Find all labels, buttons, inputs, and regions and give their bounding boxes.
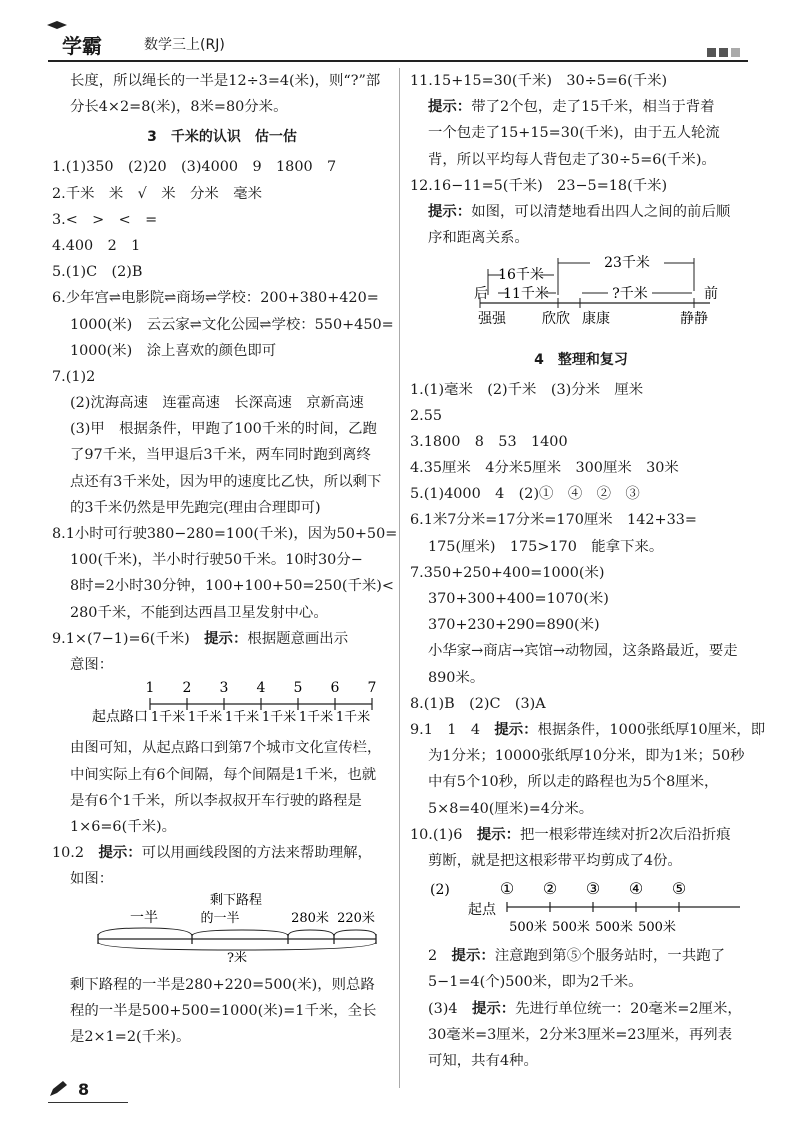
q9-main: 9.1×(7−1)=6(千米) (52, 630, 205, 647)
q9-number: 4 (256, 680, 266, 697)
answer-r5: 5.(1)4000 4 (2)① ④ ② ③ (410, 486, 640, 503)
answer-r10-cont: 剪断，就是把这根彩带平均剪成了4份。 (428, 852, 682, 869)
q12-name: 欣欣 (542, 311, 570, 328)
answer-q9-cont: 是有6个1千米，所以李叔叔开车行驶的路程是 (70, 792, 362, 809)
header-squares (704, 42, 740, 61)
answer-q8: 8.1小时可行驶380−280=100(千米)，因为50+50= (52, 526, 398, 542)
q12-top-label: 23千米 (604, 255, 650, 272)
footer-rule (48, 1102, 128, 1103)
page-header (48, 26, 748, 62)
column-divider (399, 68, 400, 1088)
answer-r10-p3 (410, 996, 752, 1022)
r10-circle: ⑤ (671, 879, 687, 899)
answer-q10-cont: 剩下路程的一半是280+220=500(米)，则总路 (70, 976, 375, 993)
q12-name: 康康 (582, 311, 610, 328)
answer-q9-cont: 意图： (70, 656, 114, 673)
answer-q9-cont: 由图可知，从起点路口到第7个城市文化宣传栏， (70, 740, 382, 757)
answer-r9-cont: 中有5个10秒，所以走的路程也为5个8厘米， (428, 774, 719, 791)
r10-diagram (410, 874, 750, 934)
section-3-title: 3 千米的认识 估一估 (147, 129, 297, 146)
r10-start-label: 起点 (468, 902, 496, 919)
answer-q9-cont: 中间实际上有6个间隔，每个间隔是1千米，也就 (70, 766, 377, 783)
hint-label: 提示： (451, 948, 495, 965)
answer-q9 (52, 626, 392, 652)
q9-diagram (52, 678, 392, 726)
pencil-icon (48, 1080, 70, 1098)
hint-text: 如图，可以清楚地看出四人之间的前后顺 (471, 203, 731, 220)
q9-number: 6 (330, 680, 340, 697)
answer-r6-cont: 175(厘米) 175>170 能拿下来。 (428, 538, 664, 555)
answer-q10-cont: 是2×1=2(千米)。 (70, 1029, 191, 1046)
section-4-title: 4 整理和复习 (534, 351, 628, 368)
q9-hint-text: 根据题意画出示 (247, 630, 349, 647)
hint-text: 把一根彩带连续对折2次后沿折痕 (520, 826, 731, 843)
r10-circle: ④ (628, 879, 644, 899)
q9-number: 5 (293, 680, 303, 697)
r10-seg-label: 500米 (552, 920, 590, 935)
q12-name: 静静 (680, 311, 708, 328)
hint-label: 提示： (494, 721, 538, 738)
q10-remain-label: 剩下路程 (209, 893, 263, 909)
answer-q8-cont: 100(千米)，半小时行驶50千米。10时30分− (70, 552, 363, 569)
answer-q11: 11.15+15=30(千米) 30÷5=6(千米) (410, 73, 668, 89)
hint-text: 根据条件，1000张纸厚10厘米，即 (537, 721, 766, 738)
hint-label: 提示： (428, 203, 472, 220)
hint-label: 提示： (476, 826, 521, 843)
q12-seg-label: 11千米 (503, 286, 549, 303)
q12-unknown-label: ?千米 (612, 286, 648, 303)
answer-r3: 3.1800 8 53 1400 (410, 433, 568, 450)
header-rule (48, 60, 748, 62)
answer-q5: 5.(1)C (2)B (52, 264, 143, 281)
answer-r7: 7.350+250+400=1000(米) (410, 564, 605, 581)
r10-circle: ③ (585, 879, 601, 899)
intro-line: 长度，所以绳长的一半是12÷3=4(米)，则“?”部 (70, 73, 381, 89)
r10-circle: ② (542, 879, 558, 899)
hint-text: 先进行单位统一：20毫米=2厘米， (515, 1000, 742, 1017)
r10-seg-label: 500米 (595, 920, 633, 935)
answer-r6: 6.1米7分米=17分米=170厘米 142+33= (410, 512, 697, 529)
answer-q7-cont: (2)沈海高速 连霍高速 长深高速 京新高速 (70, 395, 364, 412)
q9-number: 7 (367, 680, 377, 697)
answer-q12-hint (410, 199, 752, 225)
q10-remain-half-label: 的一半 (200, 911, 240, 927)
answer-r10-p2 (410, 943, 752, 969)
subject-label: 数学三上(RJ) (144, 37, 225, 53)
answer-r10-cont: 30毫米=3厘米，2分米3厘米=23厘米，再列表 (428, 1026, 733, 1043)
page-number: 8 (78, 1080, 90, 1099)
r10-p3-main: (3)4 (428, 1000, 472, 1017)
answer-q7-cont: (3)甲 根据条件，甲跑了100千米的时间，乙跑 (70, 421, 377, 438)
q9-number: 3 (219, 680, 229, 697)
r10-p2-main: 2 (428, 948, 452, 965)
q9-seg-label: 1千米 (261, 710, 297, 726)
q10-half-label: 一半 (130, 910, 158, 927)
hint-label: 提示： (428, 99, 472, 116)
q12-diagram (410, 251, 750, 333)
answer-r7-cont: 370+300+400=1070(米) (428, 591, 609, 608)
answer-q4: 4.400 2 1 (52, 237, 141, 254)
answer-q8-cont: 280千米，不能到达西昌卫星发射中心。 (70, 604, 328, 621)
answer-r9 (410, 717, 766, 743)
answer-r8: 8.(1)B (2)C (3)A (410, 695, 546, 712)
grad-cap-icon (46, 20, 68, 30)
right-column (410, 68, 766, 1074)
q10-hint-text: 可以用画线段图的方法来帮助理解， (141, 845, 372, 862)
hint-label: 提示： (471, 1000, 516, 1017)
answer-q6-cont: 1000(米) 涂上喜欢的颜色即可 (70, 342, 277, 359)
answer-q10-cont: 程的一半是500+500=1000(米)=1千米，全长 (70, 1002, 377, 1019)
answer-q2: 2.千米 米 √ 米 分米 毫米 (52, 185, 262, 202)
answer-r7-cont: 小华家→商店→宾馆→动物园，这条路最近，要走 (428, 643, 738, 660)
answer-r10 (410, 822, 752, 848)
answer-r9-cont: 5×8=40(厘米)=4分米。 (428, 800, 594, 817)
answer-q11-cont: 一个包走了15+15=30(千米)，由于五人轮流 (428, 125, 720, 142)
answer-r7-cont: 890米。 (428, 669, 485, 686)
answer-q3: 3.< > < = (52, 211, 158, 228)
answer-q7: 7.(1)2 (52, 368, 96, 385)
q9-seg-label: 1千米 (187, 710, 223, 726)
q10-total-label: ?米 (227, 951, 247, 963)
intro-line: 分长4×2=8(米)，8米=80分米。 (70, 99, 288, 116)
r10-circle: ① (499, 879, 515, 899)
answer-r4: 4.35厘米 4分米5厘米 300厘米 30米 (410, 460, 679, 477)
answer-q7-cont: 点还有3千米处，因为甲的速度比乙快，所以剩下 (70, 473, 382, 490)
answer-q12-cont: 序和距离关系。 (428, 230, 529, 247)
q10-main: 10.2 (52, 845, 99, 862)
answer-q10 (52, 840, 392, 866)
q12-mid-label: 16千米 (498, 267, 544, 284)
q10-diagram (52, 892, 392, 962)
q10-seg2-label: 220米 (337, 911, 375, 927)
answer-r10-cont: 可知，共有4种。 (428, 1053, 538, 1070)
answer-q6: 6.少年宫⇌电影院⇌商场⇌学校：200+380+420= (52, 290, 379, 307)
answer-q11-hint (410, 94, 752, 120)
answer-r9-cont: 为1分米；10000张纸厚10分米，即为1米；50秒 (428, 748, 745, 765)
answer-r7-cont: 370+230+290=890(米) (428, 617, 600, 634)
r10-part-label: (2) (430, 882, 450, 899)
r10-main: 10.(1)6 (410, 826, 477, 843)
q9-seg-label: 1千米 (298, 710, 334, 726)
q12-back-label: 后 (474, 286, 488, 303)
answer-q7-cont: 的3千米仍然是甲先跑完(理由合理即可) (70, 499, 321, 516)
left-column (52, 68, 398, 1050)
hint-label: 提示： (98, 845, 142, 862)
brand-name: 学霸 (62, 34, 102, 58)
answer-r2: 2.55 (410, 407, 443, 424)
answer-q1: 1.(1)350 (2)20 (3)4000 9 1800 7 (52, 159, 337, 176)
q9-number: 1 (145, 680, 155, 697)
q9-seg-label: 1千米 (150, 710, 186, 726)
q9-start-label: 起点路口 (92, 709, 148, 726)
hint-text: 注意跑到第⑤个服务站时，一共跑了 (494, 948, 725, 965)
r10-seg-label: 500米 (509, 920, 547, 935)
answer-q10-cont: 如图： (70, 871, 114, 888)
answer-q9-cont: 1×6=6(千米)。 (70, 818, 176, 835)
q9-seg-label: 1千米 (335, 710, 371, 726)
answer-q7-cont: 了97千米，当甲退后3千米，两车同时跑到离终 (70, 447, 371, 464)
q10-seg1-label: 280米 (291, 911, 329, 927)
q9-numbers (146, 680, 377, 696)
r10-seg-label: 500米 (638, 920, 676, 935)
answer-r1: 1.(1)毫米 (2)千米 (3)分米 厘米 (410, 381, 644, 398)
q9-number: 2 (182, 680, 192, 697)
q12-name: 强强 (478, 311, 506, 328)
answer-r10-cont: 5−1=4(个)500米，即为2千米。 (428, 974, 643, 991)
answer-q6-cont: 1000(米) 云云家⇌文化公园⇌学校：550+450= (70, 316, 394, 333)
answer-q8-cont: 8时=2小时30分钟，100+100+50=250(千米)< (70, 578, 394, 595)
hint-text: 带了2个包，走了15千米，相当于背着 (471, 99, 715, 116)
q12-front-label: 前 (704, 286, 718, 303)
answer-q12: 12.16−11=5(千米) 23−5=18(千米) (410, 177, 668, 194)
q9-seg-label: 1千米 (224, 710, 260, 726)
r9-main: 9.1 1 4 (410, 721, 495, 738)
hint-label: 提示： (204, 630, 248, 647)
answer-q11-cont: 背，所以平均每人背包走了30÷5=6(千米)。 (428, 151, 716, 168)
